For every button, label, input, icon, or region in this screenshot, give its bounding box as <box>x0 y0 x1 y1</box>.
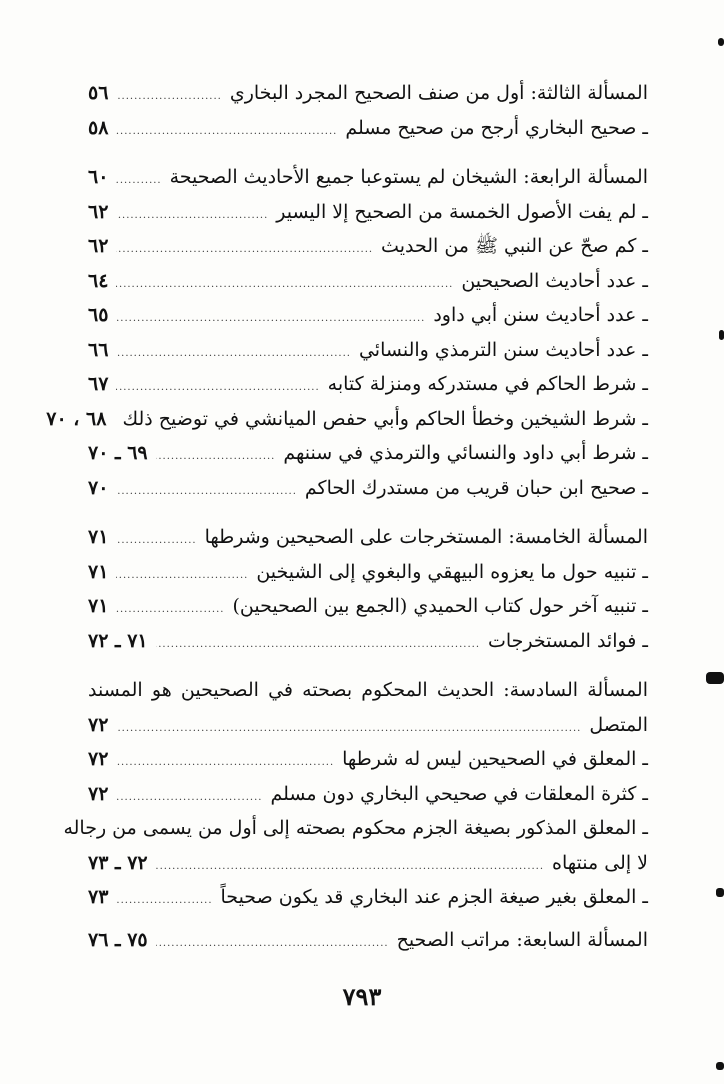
entry-pages: ٧٥ ـ ٧٦ <box>88 928 148 951</box>
entry-lead-line: المسألة السادسة: الحديث المحكوم بصحته في الصحيحين هو المسند <box>88 679 648 701</box>
entry-pages: ٦٢ <box>88 200 109 223</box>
entry-pages: ٦٠ <box>88 166 109 188</box>
leader-dots <box>116 475 296 510</box>
entry-pages: ٦٦ <box>88 338 109 361</box>
scan-speck <box>706 672 724 684</box>
entry-pages: ٧١ <box>88 595 109 617</box>
leader-dots <box>116 524 196 559</box>
entry-title: ـ شرط الحاكم في مستدركه ومنزلة كتابه <box>327 373 648 395</box>
leader-dots <box>116 559 248 594</box>
entry-pages: ٧٢ <box>88 748 109 770</box>
leader-dots <box>116 199 268 234</box>
entry-title: ـ صحيح البخاري أرجح من صحيح مسلم <box>345 116 648 139</box>
entry-pages: ٧١ ـ ٧٢ <box>88 629 148 652</box>
entry-title: ـ عدد أحاديث الصحيحين <box>461 269 648 292</box>
scan-speck <box>719 330 724 340</box>
toc-entry <box>46 402 648 437</box>
entry-pages: ٦٢ <box>88 235 109 257</box>
toc-entry <box>88 298 648 333</box>
entry-title: ـ شرط أبي داود والنسائي والترمذي في سننهم <box>283 442 648 464</box>
entry-pages: ٧١ <box>88 526 109 548</box>
toc-entry <box>88 777 648 812</box>
entry-pages: ٦٨ ، ٧٠ <box>46 407 107 430</box>
entry-title: ـ عدد أحاديث سنن أبي داود <box>433 304 648 326</box>
entry-pages: ٧٢ ـ ٧٣ <box>88 851 148 874</box>
leader-dots <box>116 371 319 406</box>
entry-pages: ٧٢ <box>88 782 109 805</box>
leader-dots <box>116 268 453 303</box>
entry-title: ـ تنبيه آخر حول كتاب الحميدي (الجمع بين الصحيحين) <box>232 595 648 617</box>
toc-entry <box>88 264 648 299</box>
leader-dots <box>156 927 389 962</box>
leader-dots <box>116 746 334 781</box>
toc-entry <box>88 76 648 111</box>
scan-speck <box>716 1062 724 1070</box>
entry-pages: ٥٨ <box>88 116 109 139</box>
entry-title: ـ صحيح ابن حبان قريب من مستدرك الحاكم <box>304 476 648 499</box>
toc-entry <box>88 436 648 471</box>
scan-speck <box>716 888 724 897</box>
entry-pages: ٦٩ ـ ٧٠ <box>88 442 148 464</box>
leader-dots <box>156 850 544 885</box>
entry-title: لا إلى منتهاه <box>552 851 648 874</box>
leader-dots <box>156 440 276 475</box>
leader-dots <box>116 164 161 199</box>
toc-entry <box>88 160 648 195</box>
leader-dots <box>116 712 581 747</box>
leader-dots <box>116 781 262 816</box>
entry-pages: ٦٧ <box>88 373 109 395</box>
toc-entry <box>88 923 648 958</box>
toc-entry <box>88 520 648 555</box>
entry-title: ـ المعلق في الصحيحين ليس له شرطها <box>342 748 648 770</box>
toc-entry <box>88 589 648 624</box>
toc-entry <box>88 229 648 264</box>
leader-dots <box>116 80 221 115</box>
toc-entry <box>88 880 648 915</box>
entry-pages: ٦٥ <box>88 304 109 326</box>
entry-pages: ٧٣ <box>88 886 109 908</box>
toc-entry <box>88 708 648 743</box>
entry-lead-line: ـ المعلق المذكور بصيغة الجزم محكوم بصحته إلى أول من يسمى من رجاله <box>63 817 648 839</box>
leader-dots <box>116 593 224 628</box>
table-of-contents <box>46 76 648 957</box>
scan-speck <box>718 38 724 46</box>
entry-pages: ٥٦ <box>88 82 109 104</box>
toc-entry <box>88 471 648 506</box>
entry-title: ـ شرط الشيخين وخطأ الحاكم وأبي حفص الميانشي في توضيح ذلك <box>122 407 648 430</box>
toc-entry <box>88 367 648 402</box>
toc-entry <box>88 555 648 590</box>
toc-entry <box>88 195 648 230</box>
entry-title: المتصل <box>589 713 648 736</box>
entry-pages: ٧٠ <box>88 476 109 499</box>
entry-pages: ٧١ <box>88 560 109 583</box>
entry-pages: ٦٤ <box>88 269 109 292</box>
entry-title: المسألة الثالثة: أول من صنف الصحيح المجرد البخاري <box>229 82 648 104</box>
entry-title: ـ فوائد المستخرجات <box>488 629 648 652</box>
entry-title: ـ المعلق بغير صيغة الجزم عند البخاري قد يكون صحيحاً <box>220 886 648 908</box>
toc-entry <box>88 624 648 659</box>
entry-title: ـ لم يفت الأصول الخمسة من الصحيح إلا اليسير <box>276 200 648 223</box>
entry-title: المسألة الرابعة: الشيخان لم يستوعبا جميع الأحاديث الصحيحة <box>169 166 648 188</box>
entry-title: ـ تنبيه حول ما يعزوه البيهقي والبغوي إلى الشيخين <box>256 560 648 583</box>
entry-pages: ٧٢ <box>88 713 109 736</box>
leader-dots <box>156 628 480 663</box>
toc-entry <box>88 111 648 146</box>
entry-title: ـ كثرة المعلقات في صحيحي البخاري دون مسلم <box>270 782 648 805</box>
entry-title: المسألة الخامسة: المستخرجات على الصحيحين وشرطها <box>204 526 648 548</box>
leader-dots <box>116 233 373 268</box>
leader-dots <box>116 302 425 337</box>
toc-entry <box>88 333 648 368</box>
leader-dots <box>116 884 212 919</box>
entry-title: ـ كم صحّ عن النبي ﷺ من الحديث <box>381 235 648 257</box>
toc-entry <box>88 742 648 777</box>
entry-title: المسألة السابعة: مراتب الصحيح <box>396 928 648 951</box>
page-number: ٧٩٣ <box>342 982 382 1011</box>
entry-title: ـ عدد أحاديث سنن الترمذي والنسائي <box>358 338 648 361</box>
toc-entry <box>88 846 648 881</box>
leader-dots <box>116 115 337 150</box>
leader-dots <box>116 337 351 372</box>
